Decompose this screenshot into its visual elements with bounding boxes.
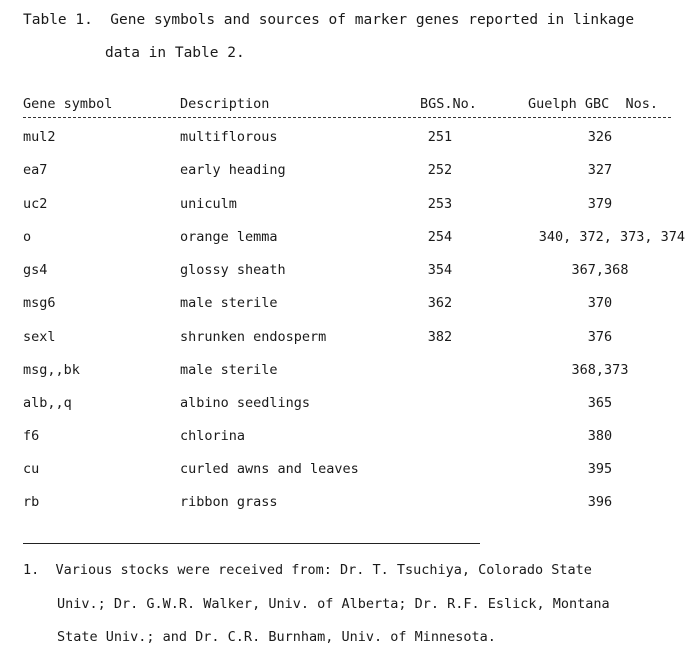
caption-line-2: data in Table 2. (105, 45, 245, 61)
cell-description: ribbon grass (180, 494, 278, 510)
cell-gene-symbol: msg,,bk (23, 362, 80, 378)
cell-gene-symbol: ea7 (23, 162, 48, 178)
table-row (0, 162, 693, 182)
header-rule (23, 117, 671, 118)
cell-gbc-nos: 370 (587, 295, 613, 311)
cell-gbc-nos: 367,368 (571, 262, 629, 278)
cell-gbc-nos: 395 (587, 461, 613, 477)
cell-gene-symbol: alb,,q (23, 395, 72, 411)
cell-description: uniculm (180, 196, 237, 212)
footnote-line-2: Univ.; Dr. G.W.R. Walker, Univ. of Alberta; Dr. R.F. Eslick, Montana (57, 596, 610, 612)
cell-gbc-nos: 380 (587, 428, 613, 444)
table-row (0, 229, 693, 249)
table-row (0, 196, 693, 216)
cell-description: male sterile (180, 295, 278, 311)
table-row (0, 494, 693, 514)
cell-gbc-nos: 327 (587, 162, 613, 178)
cell-bgs-no: 354 (427, 262, 453, 278)
cell-description: multiflorous (180, 129, 278, 145)
caption-line-1: Table 1. Gene symbols and sources of marker genes reported in linkage (23, 12, 635, 28)
cell-description: curled awns and leaves (180, 461, 359, 477)
footnote-rule (23, 543, 480, 544)
cell-description: glossy sheath (180, 262, 286, 278)
cell-gbc-nos: 368,373 (571, 362, 629, 378)
header-description: Description (180, 96, 270, 112)
header-guelph-gbc-nos: Guelph GBC Nos. (528, 96, 659, 112)
cell-description: albino seedlings (180, 395, 311, 411)
cell-gbc-nos: 340, 372, 373, 374 (538, 229, 685, 245)
header-bgs-no: BGS.No. (420, 96, 477, 112)
table-row (0, 329, 693, 349)
cell-bgs-no: 253 (427, 196, 453, 212)
cell-gbc-nos: 376 (587, 329, 613, 345)
cell-gbc-nos: 326 (587, 129, 613, 145)
cell-gene-symbol: rb (23, 494, 40, 510)
table-row (0, 295, 693, 315)
cell-bgs-no: 254 (427, 229, 453, 245)
table-row (0, 428, 693, 448)
cell-gbc-nos: 379 (587, 196, 613, 212)
header-gene-symbol: Gene symbol (23, 96, 113, 112)
table-row (0, 362, 693, 382)
cell-description: male sterile (180, 362, 278, 378)
cell-description: chlorina (180, 428, 246, 444)
cell-gene-symbol: mul2 (23, 129, 56, 145)
cell-description: shrunken endosperm (180, 329, 327, 345)
cell-bgs-no: 382 (427, 329, 453, 345)
table-row (0, 461, 693, 481)
cell-gene-symbol: cu (23, 461, 40, 477)
cell-bgs-no: 362 (427, 295, 453, 311)
cell-gbc-nos: 365 (587, 395, 613, 411)
cell-gbc-nos: 396 (587, 494, 613, 510)
table-row (0, 262, 693, 282)
cell-gene-symbol: uc2 (23, 196, 48, 212)
cell-description: orange lemma (180, 229, 278, 245)
footnote-line-1: 1. Various stocks were received from: Dr. T. Tsuchiya, Colorado State (23, 562, 592, 578)
cell-gene-symbol: gs4 (23, 262, 48, 278)
cell-bgs-no: 252 (427, 162, 453, 178)
cell-bgs-no: 251 (427, 129, 453, 145)
footnote-line-3: State Univ.; and Dr. C.R. Burnham, Univ. of Minnesota. (57, 629, 496, 645)
cell-description: early heading (180, 162, 286, 178)
table-row (0, 129, 693, 149)
cell-gene-symbol: o (23, 229, 32, 245)
cell-gene-symbol: f6 (23, 428, 40, 444)
cell-gene-symbol: msg6 (23, 295, 56, 311)
table-row (0, 395, 693, 415)
cell-gene-symbol: sexl (23, 329, 56, 345)
